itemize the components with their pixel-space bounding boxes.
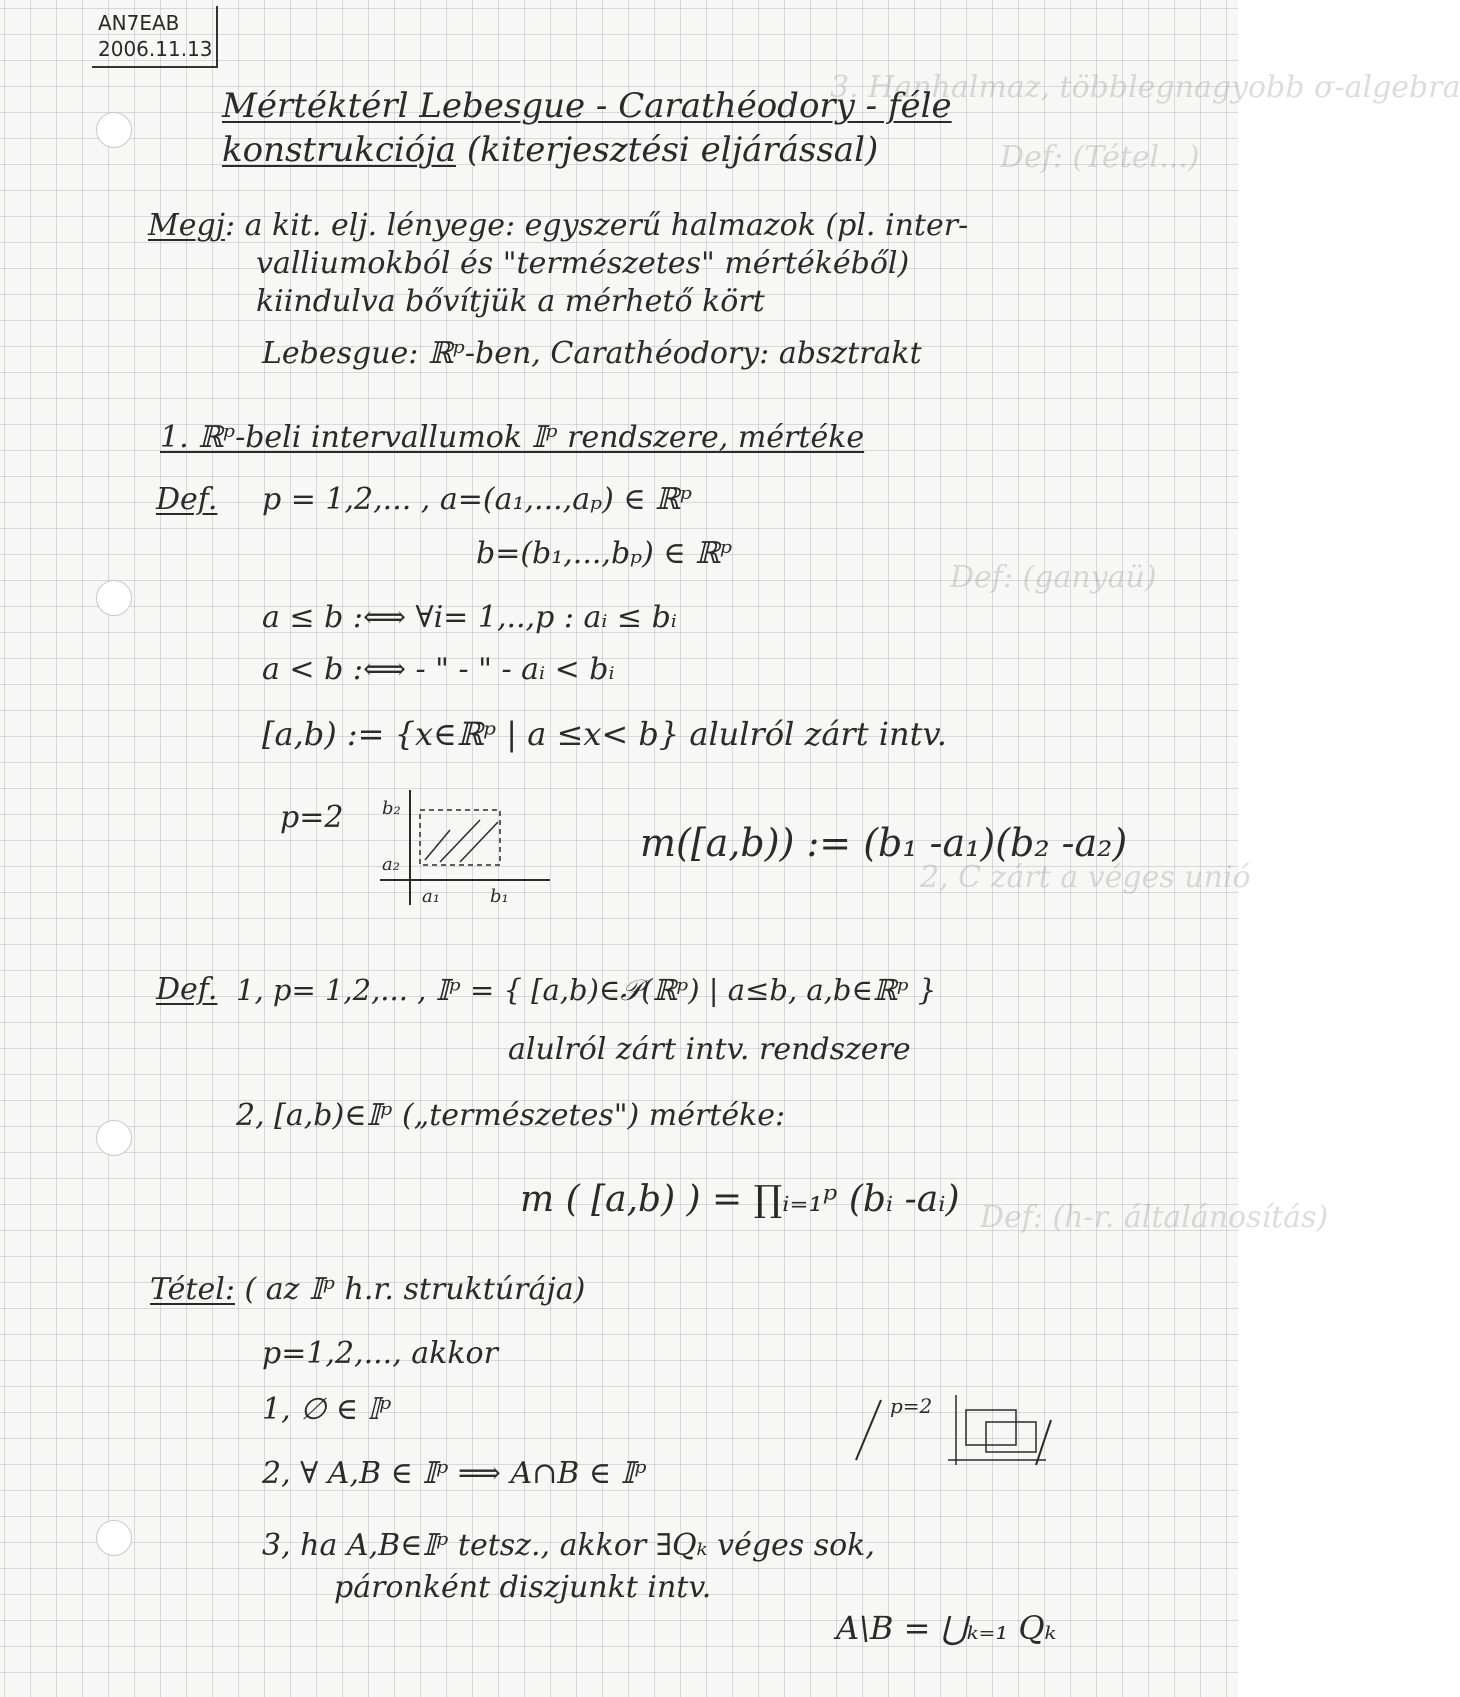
megj-line-3: kiindulva bővítjük a mérhető kört — [256, 284, 765, 319]
punch-hole — [96, 580, 132, 616]
label-b1: b₁ — [490, 886, 509, 907]
tetel-line-7: A\B = ⋃ₖ₌₁ Qₖ — [836, 1609, 1057, 1647]
bleed-through: 3. Hanhalmaz, többlegnagyobb σ-algebra — [830, 70, 1460, 105]
def-1-line-1: p = 1,2,... , a=(a₁,...,aₚ) ∈ ℝᵖ — [262, 482, 692, 517]
tetel-line-2: p=1,2,..., akkor — [262, 1336, 498, 1371]
title-line-2 — [222, 132, 878, 168]
figure-p-label: p=2 — [280, 800, 344, 835]
def-1-line-5: [a,b) := {x∈ℝᵖ | a ≤x< b} alulról zárt intv. — [262, 715, 947, 753]
slash-right — [1036, 1420, 1051, 1465]
def-2-line-2: alulról zárt intv. rendszere — [508, 1032, 911, 1067]
megj-text-1: : a kit. elj. lényege: egyszerű halmazok (pl. inter- — [224, 208, 969, 243]
interval-rectangle — [420, 810, 500, 865]
bleed-through: Def: (Tétel...) — [1000, 140, 1200, 175]
sketch-rect-a — [966, 1410, 1016, 1445]
date: 2006.11.13 — [98, 37, 213, 61]
def-2-line-1: 1, p= 1,2,... , 𝕀ᵖ = { [a,b)∈𝒫(ℝᵖ) | a≤b, a,b∈ℝᵖ } — [236, 973, 937, 1007]
def-2-line-4: m ( [a,b) ) = ∏ᵢ₌₁ᵖ (bᵢ -aᵢ) — [520, 1179, 960, 1220]
side-sketch-label: p=2 — [890, 1394, 933, 1418]
title-line-1: Mértéktérl Lebesgue - Carathéodory - féle — [222, 86, 952, 126]
megj-label: Megj — [148, 208, 225, 243]
label-b2: b₂ — [382, 798, 401, 819]
label-a2: a₂ — [382, 854, 400, 875]
id-code: AN7EAB — [98, 11, 180, 35]
tetel-line-4: 2, ∀ A,B ∈ 𝕀ᵖ ⟹ A∩B ∈ 𝕀ᵖ — [262, 1456, 647, 1491]
tetel-line-3: 1, ∅ ∈ 𝕀ᵖ — [262, 1392, 392, 1427]
megj-line-2: valliumokból és "természetes" mértékéből) — [256, 246, 910, 281]
def-1-line-4: a < b :⟺ - " - " - aᵢ < bᵢ — [262, 652, 615, 687]
tetel-line-6: páronként diszjunkt intv. — [334, 1570, 712, 1605]
def-2-label — [156, 972, 217, 1008]
punch-hole — [96, 1520, 132, 1556]
tetel-text-1: ( az 𝕀ᵖ h.r. struktúrája) — [244, 1272, 586, 1307]
megj-line-4: Lebesgue: ℝᵖ-ben, Carathéodory: absztrakt — [262, 336, 922, 371]
bleed-through: Def: (h-r. általánosítás) — [980, 1200, 1329, 1235]
def-label: Def. — [156, 482, 218, 517]
sketch-rect-b — [986, 1422, 1036, 1452]
def-1-label — [156, 482, 217, 518]
tetel-label: Tétel: — [150, 1272, 235, 1307]
slash-left — [856, 1400, 881, 1460]
def-1-line-3: a ≤ b :⟺ ∀i= 1,..,p : aᵢ ≤ bᵢ — [262, 600, 677, 635]
bleed-through: 2, C zárt a véges unió — [920, 860, 1251, 895]
intersection-sketch — [836, 1380, 1056, 1470]
def-2-line-3: 2, [a,b)∈𝕀ᵖ („természetes") mértéke: — [236, 1098, 786, 1133]
title-rest: (kiterjesztési eljárással) — [466, 130, 879, 170]
bleed-through: Def: (ganyaü) — [950, 560, 1157, 595]
tetel-line-1 — [150, 1272, 585, 1308]
title-underlined-word: konstrukciója — [222, 130, 457, 170]
rectangle-diagram — [370, 780, 550, 910]
punch-hole — [96, 112, 132, 148]
def-1-line-2: b=(b₁,...,bₚ) ∈ ℝᵖ — [476, 536, 733, 571]
figure-formula: m([a,b)) := (b₁ -a₁)(b₂ -a₂) — [640, 821, 1128, 865]
header-stamp — [92, 6, 218, 68]
def-label: Def. — [156, 972, 218, 1007]
tetel-line-5: 3, ha A,B∈𝕀ᵖ tetsz., akkor ∃Qₖ véges sok, — [262, 1528, 875, 1563]
label-a1: a₁ — [422, 886, 440, 907]
punch-hole — [96, 1120, 132, 1156]
megj-line-1 — [148, 208, 968, 244]
section-1-heading: 1. ℝᵖ-beli intervallumok 𝕀ᵖ rendszere, mértéke — [160, 420, 865, 455]
